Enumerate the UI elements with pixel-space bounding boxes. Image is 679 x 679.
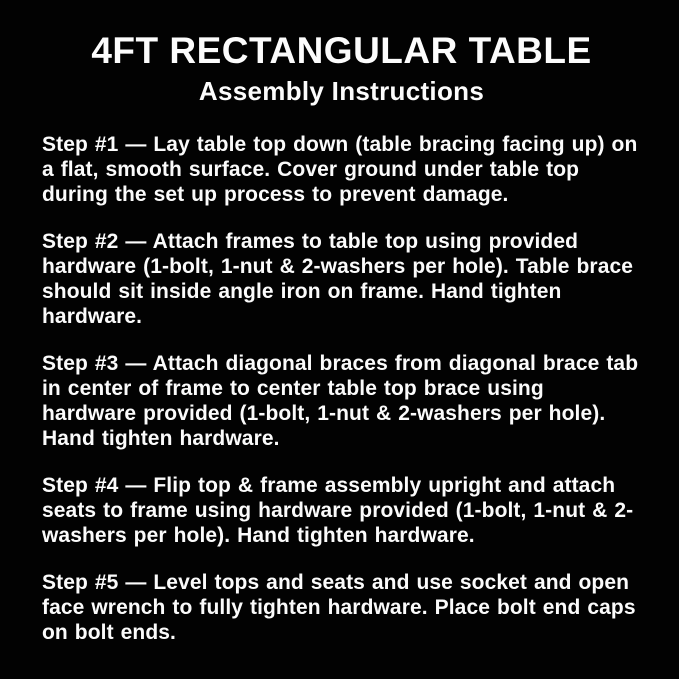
page-title: 4FT RECTANGULAR TABLE bbox=[91, 30, 592, 71]
step-3-text: Step #3 — Attach diagonal braces from diagonal brace tab in center of frame to center table top brace using hardware provided (1-bolt, 1-nut & 2-washers per hole). Hand tighten hardware. bbox=[42, 352, 639, 451]
step-1-text: Step #1 — Lay table top down (table bracing facing up) on a flat, smooth surface. Cover ground under table top during the set up process to prevent damage. bbox=[42, 133, 638, 207]
steps-list bbox=[42, 132, 641, 645]
page-subtitle: Assembly Instructions bbox=[198, 75, 485, 106]
step-2-text: Step #2 — Attach frames to table top using provided hardware (1-bolt, 1-nut & 2-washers per hole). Table brace should sit inside angle iron on frame. Hand tighten hardware. bbox=[42, 230, 634, 329]
step-5-text: Step #5 — Level tops and seats and use socket and open face wrench to fully tighten hardware. Place bolt end caps on bolt ends. bbox=[42, 571, 636, 645]
step-4-text: Step #4 — Flip top & frame assembly upright and attach seats to frame using hardware provided (1-bolt, 1-nut & 2-washers per hole). Hand tighten hardware. bbox=[42, 474, 634, 548]
